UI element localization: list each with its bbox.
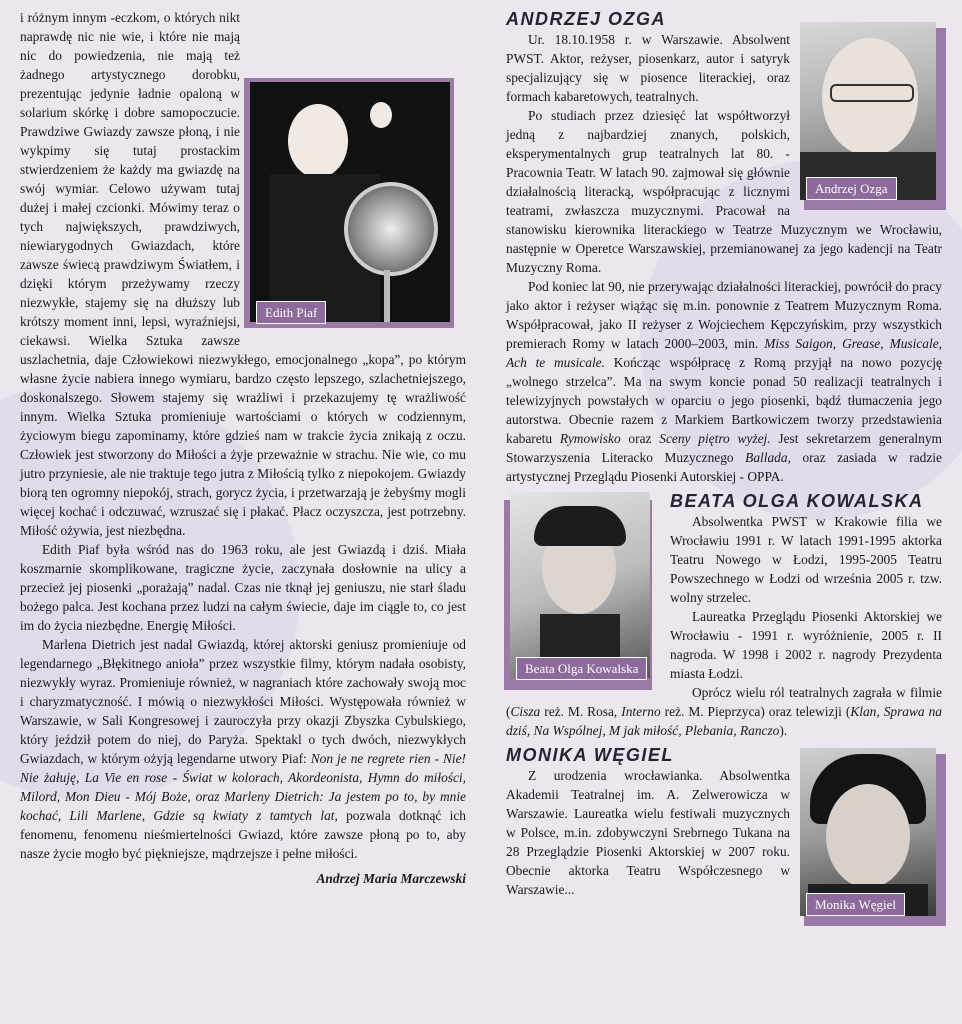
monika-wegiel-photo xyxy=(800,748,942,924)
photo-caption: Beata Olga Kowalska xyxy=(516,657,647,680)
article-paragraph: i różnym innym -eczkom, o których nikt naprawdę nic nie wie, i które nie mają nic do powiedzenia, nie mają też żadnego artystycznego dorobku, prezentując jedynie ładnie opaloną w solarium skórkę i dobre samopoczucie. Prawdziwe Gwiazdy zawsze płoną, i nie wykpimy się tutaj prostackim stwierdzeniem że każdy ma gwiazdę na swój wymiar. Celowo używam tutaj dużej i małej czcionki. Mówimy teraz o tych największych, prawdziwych, niewiarygodnych Gwiazdach, które zawsze świecą prawdziwym Światłem, i dzięki którym przeżywamy rzeczy niezwykłe, stajemy się na dłuższy lub krótszy moment inni, lepsi, wyraźniejsi, ciekawsi. Wielka Sztuka zawsze uszlachetnia, daje Człowiekowi niezwykłego, emocjonalnego „kopa”, po którym własne życie nabiera innego wymiaru, bardzo często lepszego, szlachetniejszego, doskonalszego. Słowem stajemy się wrażliwi i przekazujemy tę wrażliwość innym. Wielka Sztuka promieniuje wartościami o których w codziennym, życiowym biegu zapominamy, które gdzieś nam w trakcie życia znikają z oczu. Człowiek jest stworzony do Miłości a żyje przeważnie w strachu. Nie wie, co mu jutro przyniesie, ale nie traktuje tego jutra z Miłością tylko z niepokojem. Gwiazdy biorą ten ogromny niepokój, strach, gorycz życia, i przetwarzają je żebyśmy mogli więcej kochać i odczuwać, wzruszać się i płakać. Płacz oczyszcza, jest potrzebny. Miłość ożywia, jest niezbędna. xyxy=(20,10,466,538)
photo-caption: Edith Piaf xyxy=(256,301,326,324)
article-paragraph: Edith Piaf była wśród nas do 1963 roku, ale jest Gwiazdą i dziś. Miała koszmarnie skomplikowane, tragiczne życie, zaczynała dosłownie na ulicy a przecież jej piosenki „porażają” nadal. Czas nie tknął jej geniuszu, nie starł śladu bożego palca. Jest kochana przez ludzi na całym świecie, daje im ciągle to, co jest im do życia niezbędne. Energię Miłości. xyxy=(20,542,466,633)
beata-olga-kowalska-photo xyxy=(510,492,658,688)
bio-paragraph: Z urodzenia wrocławianka. Absolwentka Akademii Teatralnej im. A. Zelwerowicza w Warszawie. Laureatka wielu festiwali muzycznych w Polsce, m.in. zdobywczyni Srebrnego Tukana na 28 Przeglądzie Piosenki Aktorskiej w 2007 roku. Obecnie aktorka Teatru Współczesnego w Warszawie... xyxy=(506,768,790,897)
article-paragraph: Marlena Dietrich jest nadal Gwiazdą, której aktorski geniusz promieniuje od legendarnego „Błękitnego anioła” przez wszystkie filmy, którym nadała osobisty, niezwykły wyraz. Promieniuje również, w nagraniach które zachowały swoją moc i charyzmatyczność. I mówią o niezwykłości Miłości. Występowała również w Warszawie, w Sali Kongresowej i zauroczyła przy okazji Zbyszka Cybulskiego, który jeździł potem do niej, do Paryża. Spektakl o tych dwóch, niezwykłych Gwiazdach, w którym ożyją legendarne utwory Piaf: Non je ne regrete rien - Nie! Nie żałuję, La Vie en rose - Świat w kolorach, Akordeonista, Hymn do miłości, Milord, Mon Dieu - Mój Boże, oraz Marleny Dietrich: Ja jestem po to, by mnie kochać, Lili Marlene, Gdzie są kwiaty z tamtych lat, pozwala dotknąć ich fenomenu, fenomenu nieśmiertelności Gwiazd, które zawsze płoną po to, aby nasze życie mogło być piękniejsze, mądrzejsze i pełne miłości. xyxy=(20,637,467,861)
bio-paragraph: Oprócz wielu ról teatralnych zagrała w filmie (Cisza reż. M. Rosa, Interno reż. M. Pieprzyca) oraz telewizji (Klan, Sprawa na dziś, Na Wspólnej, M jak miłość, Plebania, Ranczo). xyxy=(506,685,942,738)
photo-caption: Monika Węgiel xyxy=(806,893,905,916)
bio-paragraph: Ur. 18.10.1958 r. w Warszawie. Absolwent PWST. Aktor, reżyser, piosenkarz, autor i satyryk specjalizujący się w piosence literackiej, oraz formach kabaretowych, teatralnych. xyxy=(506,32,790,104)
song-titles: Non je ne regrete rien - Nie! Nie żałuję, La Vie en rose - Świat w kolorach, Akordeonista, Hymn do miłości, Milord, Mon Dieu - Mój Boże, oraz Marleny Dietrich: Ja jestem po to, by mnie kochać, Lili Marlene, Gdzie są kwiaty z tamtych lat, xyxy=(20,751,467,823)
bio-paragraph: Pod koniec lat 90, nie przerywając działalności literackiej, powrócił do pracy jako aktor i reżyser wiążąc się m.in. ponownie z Teatrem Muzycznym Roma. Współpracował, jako II reżyser z Wojciechem Kępczyńskim, przy wszystkich premierach Romy w latach 2000–2003, min. Miss Saigon, Grease, Musicale, Ach te musicale. Kończąc współpracę z Romą przyjął na nowo pozycję „wolnego strzelca”. Ma na swym koncie ponad 50 realizacji teatralnych i telewizyjnych powstałych w oparciu o jego piosenki, bądź tłumaczenia jego autorstwa. Obecnie razem z Markiem Bartkowiczem tworzy przedstawienia kabaretu Rymowisko oraz Sceny piętro wyżej. Jest sekretarzem generalnym Stowarzyszenia Literacko Muzycznego Ballada, oraz zasiada w radzie artystycznej Przeglądu Piosenki Autorskiej - OPPA. xyxy=(506,279,942,484)
section-heading: BEATA OLGA KOWALSKA xyxy=(670,491,924,511)
bio-paragraph: Po studiach przez dziesięć lat współtworzył jedną z najbardziej znanych, polskich, eksperymentalnych grup teatralnych lat 80. - Pracownia Teatr. W latach 90. zajmował się głównie działalnością literacką, współpracując z licznymi teatrami, zwłaszcza muzycznymi. Pracował na stanowisku kierownika literackiego w Teatrze Muzycznym we Wrocławiu, następnie w Operetce Warszawskiej, przemianowanej za jego kadencji na Teatr Muzyczny Roma. xyxy=(506,108,942,275)
bio-paragraph: Absolwentka PWST w Krakowie filia we Wrocławiu 1991 r. W latach 1991-1995 aktorka Teatru Nowego w Łodzi, 1995-2005 Teatru Powszechnego w Łodzi od września 2005 r. tzw. wolny strzelec. xyxy=(670,514,942,605)
right-column xyxy=(506,8,942,928)
bio-paragraph: Laureatka Przeglądu Piosenki Aktorskiej we Wrocławiu - 1991 r. wyróżnienie, 2005 r. II nagroda. W 1998 i 2002 r. nagrody Prezydenta miasta Łodzi. xyxy=(670,609,942,681)
edith-piaf-photo xyxy=(250,82,460,332)
article-signature: Andrzej Maria Marczewski xyxy=(316,871,466,886)
section-heading: MONIKA WĘGIEL xyxy=(506,745,674,765)
section-heading: ANDRZEJ OZGA xyxy=(506,9,667,29)
andrzej-ozga-photo xyxy=(800,22,942,208)
left-column xyxy=(20,8,466,888)
photo-caption: Andrzej Ozga xyxy=(806,177,897,200)
